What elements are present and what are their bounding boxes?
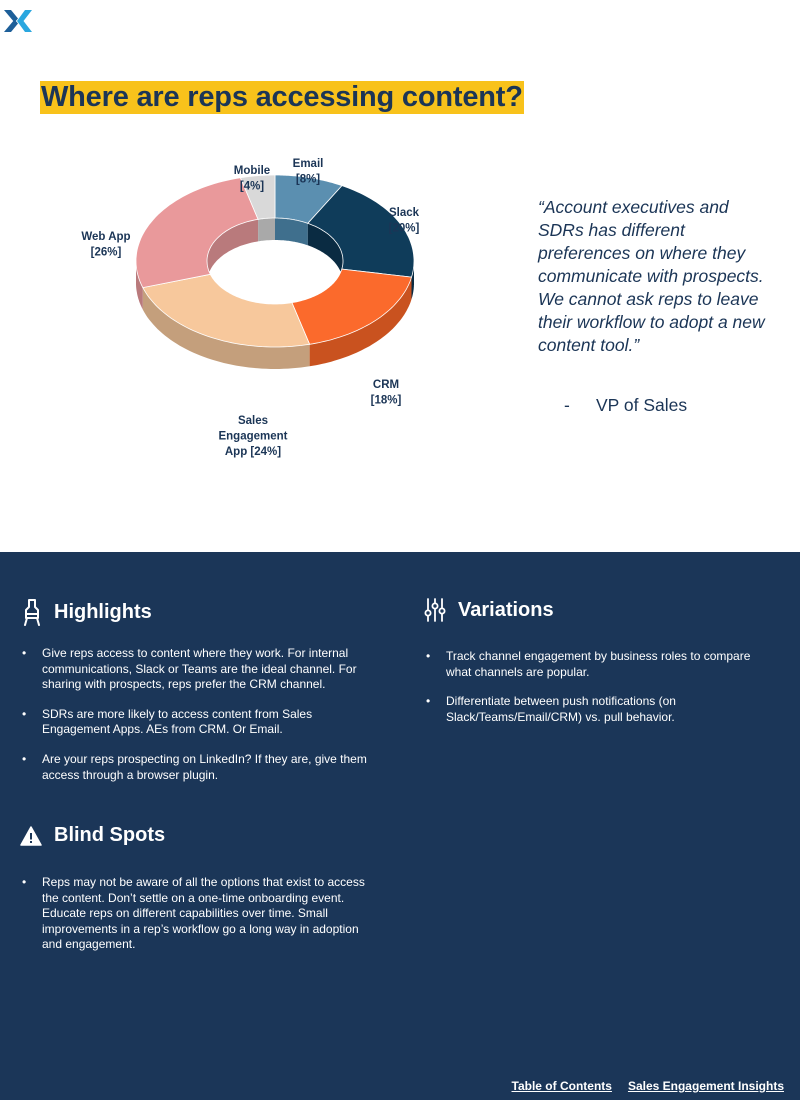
footer-links: [512, 1079, 785, 1093]
slice-label-line: CRM: [372, 379, 400, 391]
variations-list: [426, 649, 756, 739]
slice-label-line: [20%]: [388, 222, 420, 235]
slice-label-line: Email: [292, 158, 324, 170]
table-of-contents-link[interactable]: Table of Contents: [511, 1079, 612, 1093]
sales-engagement-insights-link[interactable]: Sales Engagement Insights: [627, 1079, 784, 1093]
slice-label-line: Engagement: [218, 430, 288, 443]
highlights-item: • Give reps access to content where they work. For internal communications, Slack or Teams are the ideal channel. For sharing with prospects, reps prefer the CRM channel.: [22, 646, 367, 693]
slice-label-line: [26%]: [90, 246, 122, 259]
slice-label-line: App [24%]: [224, 446, 282, 458]
donut-slices: [136, 175, 414, 347]
quote-attribution: [564, 395, 687, 416]
slice-label-line: [4%]: [239, 180, 265, 193]
attribution-dash: -: [564, 395, 570, 415]
blind-spots-item: • Reps may not be aware of all the options that exist to access the content. Don’t settle on a one-time onboarding event. Educate reps on different capabilities over time. Small improvements in a rep’s workflow go a long way in adoption and engagement.: [22, 875, 367, 953]
page-title-wrap: [40, 81, 524, 114]
brand-logo-icon: [4, 10, 32, 32]
customer-quote: “Account executives and SDRs has different preferences on where they communicate with prospects. We cannot ask reps to leave their workflow to adopt a new content tool.”: [538, 197, 765, 355]
slice-label-email: [293, 158, 324, 186]
sliders-icon: [424, 598, 446, 622]
slice-label-line: Slack: [388, 207, 420, 219]
highlights-header: [22, 598, 152, 626]
slice-label-line: Sales: [237, 415, 269, 427]
slice-label-line: Web App: [81, 231, 131, 243]
slice-label-crm: [371, 379, 402, 407]
slice-label-line: Mobile: [233, 165, 271, 177]
slice-label-web-app: [81, 231, 130, 259]
highlights-item: • Are your reps prospecting on LinkedIn? If they are, give them access through a browser plugin.: [22, 752, 367, 783]
channel-donut-chart: [0, 140, 520, 480]
slice-label-sales-engagement-app: [218, 415, 287, 458]
highlights-list: [22, 646, 367, 797]
highlights-item: • SDRs are more likely to access content from Sales Engagement Apps. AEs from CRM. Or Email.: [22, 707, 367, 738]
variations-item: • Track channel engagement by business roles to compare what channels are popular.: [426, 649, 756, 680]
highlights-heading: Highlights: [54, 600, 152, 623]
slice-inner-mobile: [258, 218, 275, 241]
slice-label-line: [18%]: [370, 394, 402, 407]
warning-icon: [20, 826, 42, 846]
blind-spots-list: [22, 875, 367, 967]
blind-spots-header: [20, 824, 165, 847]
quote-author: VP of Sales: [596, 395, 688, 415]
slice-label-line: [8%]: [295, 173, 321, 186]
highlighter-icon: [22, 598, 42, 626]
variations-item: • Differentiate between push notifications (on Slack/Teams/Email/CRM) vs. pull behavior.: [426, 694, 756, 725]
page-title: Where are reps accessing content?: [41, 81, 523, 113]
insights-panel: [0, 552, 800, 1100]
blind-spots-heading: Blind Spots: [54, 824, 166, 846]
variations-heading: Variations: [458, 598, 554, 621]
variations-header: [424, 598, 554, 622]
